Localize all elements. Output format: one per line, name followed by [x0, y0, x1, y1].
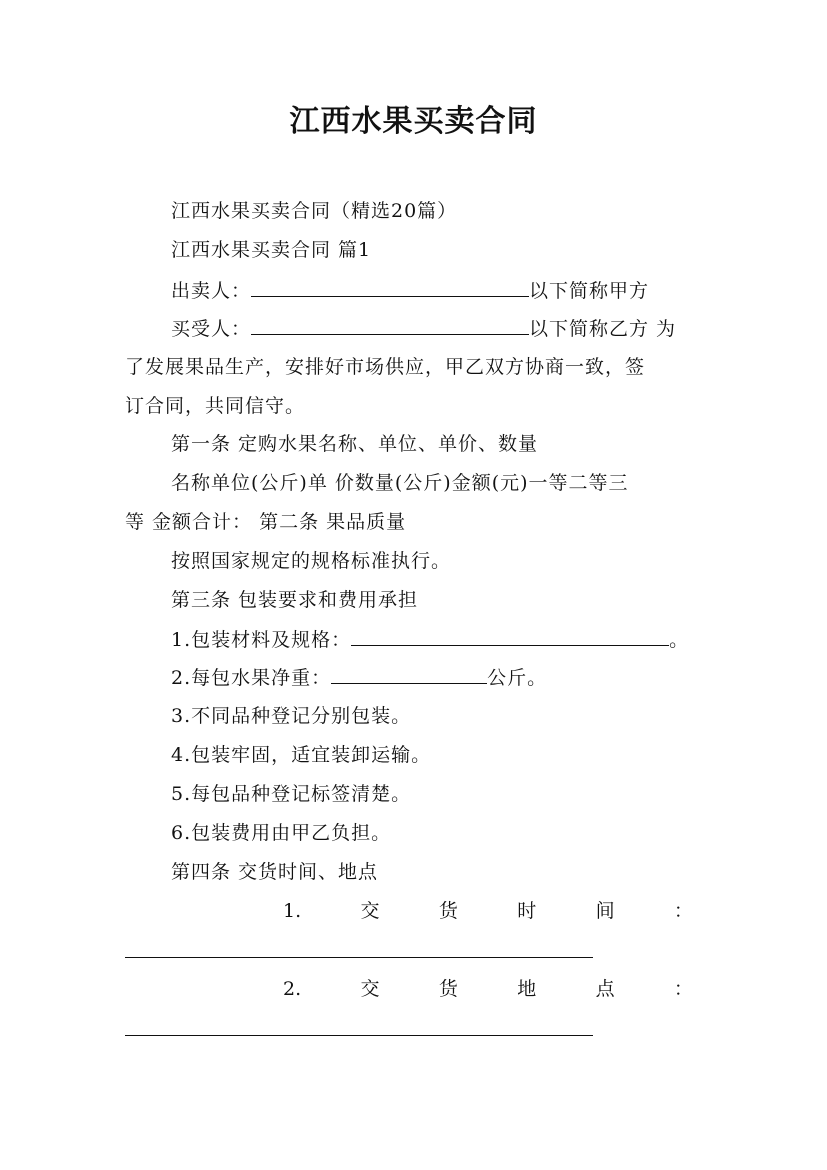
delivery-place-char: ：: [673, 978, 693, 1000]
pack-item-3: 3.不同品种登记分别包装。: [171, 705, 412, 727]
delivery-place-blank[interactable]: [125, 1035, 593, 1036]
pack-item-1-end: 。: [669, 629, 690, 651]
document-title: 江西水果买卖合同: [289, 104, 538, 139]
article-3: 第三条 包装要求和费用承担: [171, 589, 419, 611]
seller-label: 出卖人：: [171, 280, 252, 302]
delivery-place-line: [283, 977, 693, 1001]
buyer-label: 买受人：: [171, 318, 252, 340]
article-1: 第一条 定购水果名称、单位、单价、数量: [171, 433, 539, 455]
delivery-time-blank[interactable]: [125, 957, 593, 958]
delivery-place-char: 点: [595, 978, 615, 1000]
quality-line: 按照国家规定的规格标准执行。: [171, 550, 452, 572]
table-line-2: 等 金额合计： 第二条 果品质量: [125, 511, 407, 533]
delivery-place-char: 货: [438, 978, 458, 1000]
seller-blank[interactable]: [251, 278, 529, 297]
delivery-place-char: 2.: [283, 978, 302, 1000]
purpose-line-2: 订合同，共同信守。: [125, 395, 306, 417]
delivery-time-char: 1.: [283, 900, 302, 922]
pack-item-5: 5.每包品种登记标签清楚。: [171, 783, 412, 805]
pack-item-2-label: 2.每包水果净重：: [171, 667, 332, 689]
pack-material-blank[interactable]: [351, 627, 669, 646]
pack-item-6: 6.包装费用由甲乙负担。: [171, 822, 392, 844]
pack-item-1: [171, 627, 689, 652]
delivery-time-char: ：: [673, 900, 693, 922]
seller-line: [171, 278, 649, 303]
delivery-place-char: 交: [360, 978, 380, 1000]
delivery-time-char: 时: [517, 900, 537, 922]
article-4: 第四条 交货时间、地点: [171, 861, 379, 883]
buyer-line: [171, 316, 676, 341]
pack-item-4: 4.包装牢固，适宜装卸运输。: [171, 744, 432, 766]
seller-suffix: 以下简称甲方: [529, 280, 650, 302]
delivery-time-char: 交: [360, 900, 380, 922]
purpose-line-1: 了发展果品生产，安排好市场供应，甲乙双方协商一致，签: [125, 356, 646, 378]
delivery-time-char: 货: [438, 900, 458, 922]
pack-item-2: [171, 665, 547, 690]
buyer-blank[interactable]: [251, 316, 529, 335]
part-heading: 江西水果买卖合同 篇1: [171, 239, 372, 261]
pack-item-1-label: 1.包装材料及规格：: [171, 629, 352, 651]
buyer-suffix: 以下简称乙方 为: [529, 318, 677, 340]
net-weight-blank[interactable]: [331, 665, 487, 684]
pack-item-2-end: 公斤。: [487, 667, 548, 689]
delivery-place-char: 地: [517, 978, 537, 1000]
intro-line: 江西水果买卖合同（精选20篇）: [171, 200, 458, 222]
delivery-time-line: [283, 899, 693, 923]
table-line-1: 名称单位(公斤)单 价数量(公斤)金额(元)一等二等三: [171, 472, 629, 494]
delivery-time-char: 间: [595, 900, 615, 922]
